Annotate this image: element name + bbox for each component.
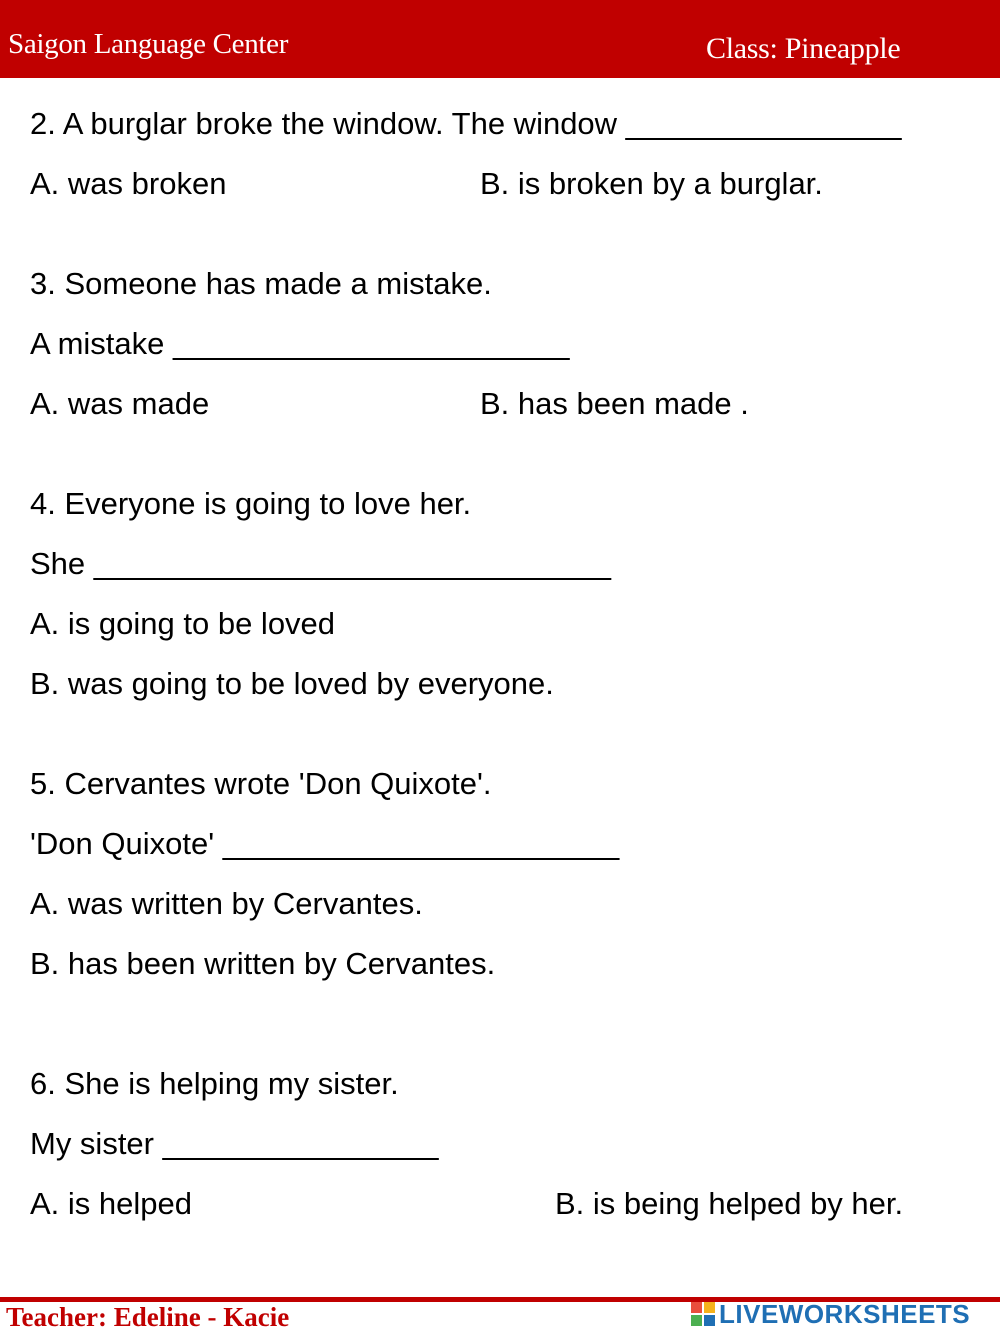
- question-4-option-b[interactable]: B. was going to be loved by everyone.: [30, 666, 554, 701]
- question-5-option-b[interactable]: B. has been written by Cervantes.: [30, 946, 496, 981]
- class-label: Class: Pineapple: [706, 32, 901, 65]
- question-2-prompt: 2. A burglar broke the window. The window ________________: [30, 106, 902, 141]
- question-5-answer-blank[interactable]: 'Don Quixote' _______________________: [30, 826, 620, 861]
- question-3-prompt: 3. Someone has made a mistake.: [30, 266, 492, 301]
- header-bar: [0, 0, 1000, 78]
- question-2-option-b[interactable]: B. is broken by a burglar.: [480, 166, 823, 201]
- question-6-answer-blank[interactable]: My sister ________________: [30, 1126, 439, 1161]
- question-4-option-a[interactable]: A. is going to be loved: [30, 606, 336, 641]
- question-5-option-a[interactable]: A. was written by Cervantes.: [30, 886, 423, 921]
- question-3-option-b[interactable]: B. has been made .: [480, 386, 749, 421]
- question-6-option-b[interactable]: B. is being helped by her.: [555, 1186, 904, 1221]
- question-4-prompt: 4. Everyone is going to love her.: [30, 486, 472, 521]
- liveworksheets-brand: [690, 1297, 996, 1331]
- center-name: Saigon Language Center: [8, 28, 289, 60]
- question-5-prompt: 5. Cervantes wrote 'Don Quixote'.: [30, 766, 492, 801]
- question-2-option-a[interactable]: A. was broken: [30, 166, 227, 201]
- question-3-option-a[interactable]: A. was made: [30, 386, 210, 421]
- question-3-answer-blank[interactable]: A mistake _______________________: [30, 326, 570, 361]
- question-6-prompt: 6. She is helping my sister.: [30, 1066, 399, 1101]
- liveworksheets-logo-icon: [690, 1301, 716, 1327]
- question-4-answer-blank[interactable]: She ______________________________: [30, 546, 611, 581]
- question-6-option-a[interactable]: A. is helped: [30, 1186, 192, 1221]
- liveworksheets-wordmark[interactable]: LIVEWORKSHEETS: [719, 1298, 971, 1329]
- teacher-credit: Teacher: Edeline - Kacie: [6, 1302, 290, 1332]
